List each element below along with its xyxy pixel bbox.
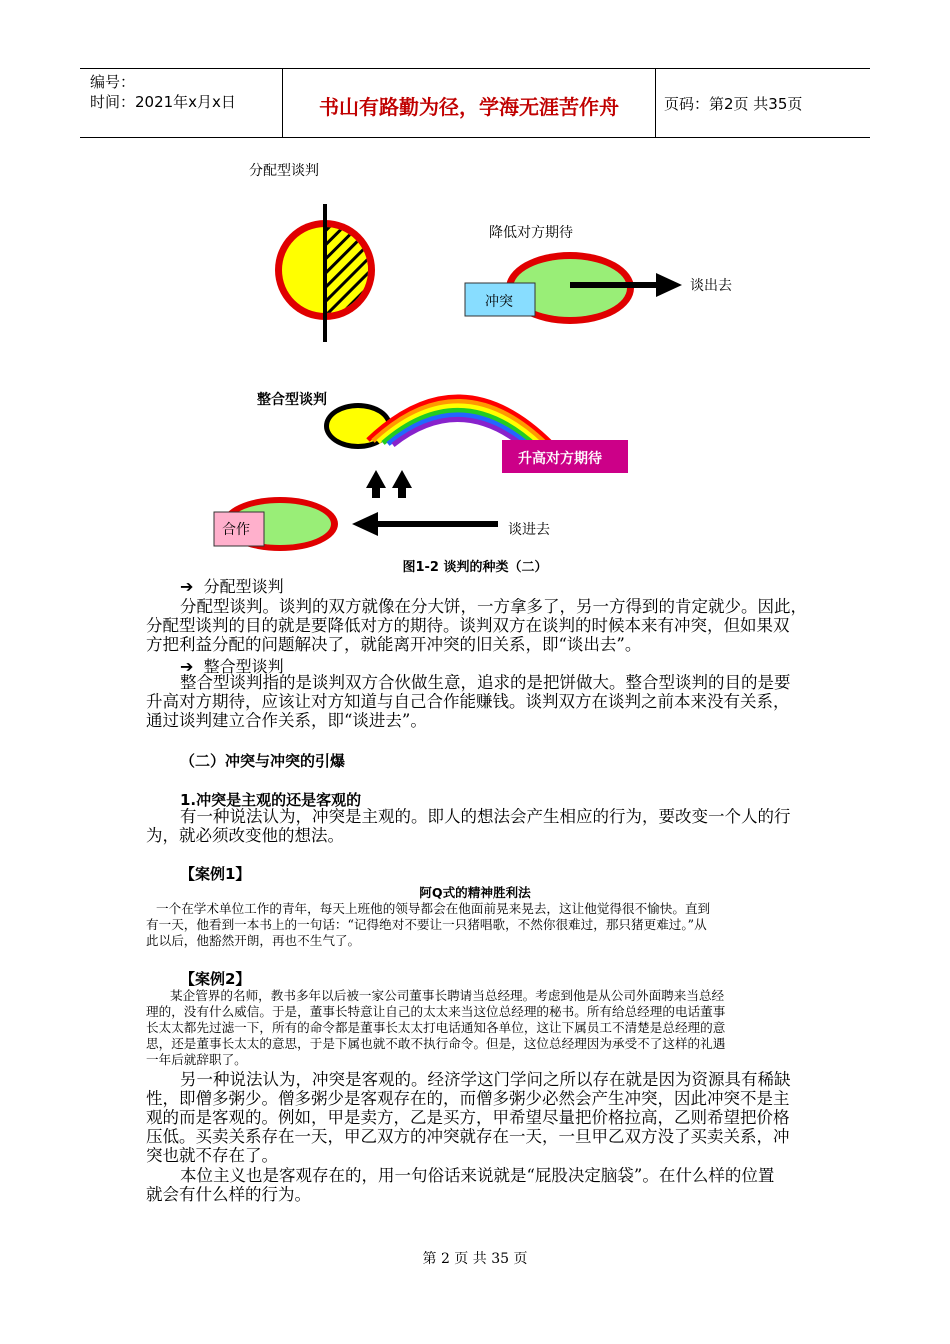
para1-line3: 方把利益分配的问题解决了，就能离开冲突的旧关系，即“谈出去”。 [146, 635, 642, 654]
para4-line1: 另一种说法认为，冲突是客观的。经济学这门学问之所以存在就是因为资源具有稀缺 [180, 1070, 791, 1089]
para1-line2: 分配型谈判的目的就是要降低对方的期待。谈判双方在谈判的时候本来有冲突，但如果双 [146, 616, 790, 635]
arrow-bullet-icon: ➔ [180, 577, 194, 596]
subsection-heading: 1.冲突是主观的还是客观的 [180, 791, 362, 809]
label-integrative: 整合型谈判 [257, 392, 327, 408]
distributive-pie-figure [275, 204, 375, 342]
para2-line3: 通过谈判建立合作关系，即“谈进去”。 [146, 711, 427, 730]
case2-line2: 理的，没有什么威信。于是，董事长特意让自己的太太来当这位总经理的秘书。所有给总经理的电话董事 [146, 1004, 726, 1019]
negotiation-types-diagram [190, 152, 750, 572]
header-left-cell [80, 69, 282, 137]
case2-line4: 思，还是董事长太太的意思，于是下属也就不敢不执行命令。但是，这位总经理因为承受不了这样的礼遇 [146, 1036, 726, 1051]
case1-title: 阿Q式的精神胜利法 [419, 885, 531, 900]
para5-line2: 就会有什么样的行为。 [146, 1185, 311, 1204]
time-label: 时间：2021年x月x日 [90, 93, 236, 111]
case2-label: 【案例2】 [180, 970, 251, 988]
arrow-bullet-icon: ➔ [180, 657, 194, 676]
page-label: 页码：第2页 共35页 [664, 95, 803, 113]
para4-line5: 突也就不存在了。 [146, 1146, 278, 1165]
case1-label: 【案例1】 [180, 865, 251, 883]
label-conflict: 冲突 [485, 294, 513, 310]
para4-line2: 性，即僧多粥少。僧多粥少是客观存在的，而僧多粥少必然会产生冲突，因此冲突不是主 [146, 1089, 790, 1108]
conflict-figure [465, 252, 682, 324]
label-distributive: 分配型谈判 [249, 163, 319, 179]
number-label: 编号： [90, 73, 136, 91]
para3-line2: 为，就必须改变他的想法。 [146, 826, 344, 845]
case2-line5: 一年后就辞职了。 [146, 1052, 247, 1067]
label-cooperate: 合作 [222, 522, 250, 538]
cooperation-figure [214, 497, 498, 551]
label-talk-in: 谈进去 [508, 522, 550, 538]
para2-line1: 整合型谈判指的是谈判双方合伙做生意，追求的是把饼做大。整合型谈判的目的是要 [180, 673, 791, 692]
para2-line2: 升高对方期待，应该让对方知道与自己合作能赚钱。谈判双方在谈判之前本来没有关系， [146, 692, 790, 711]
up-arrows-icon [366, 470, 412, 498]
page-footer: 第 2 页 共 35 页 [422, 1251, 528, 1267]
case1-line1: 一个在学术单位工作的青年，每天上班他的领导都会在他面前晃来晃去，这让他觉得很不愉快。直到 [156, 901, 711, 916]
label-talk-out: 谈出去 [690, 278, 732, 294]
motto: 书山有路勤为径，学海无涯苦作舟 [319, 95, 619, 119]
label-lower-expectation: 降低对方期待 [489, 225, 573, 241]
case1-line3: 此以后，他豁然开朗，再也不生气了。 [146, 933, 361, 948]
figure-caption: 图1-2 谈判的种类（二） [402, 560, 548, 575]
bullet-text: 整合型谈判 [203, 657, 284, 676]
para1-line1: 分配型谈判。谈判的双方就像在分大饼，一方拿多了，另一方得到的肯定就少。因此， [180, 597, 807, 616]
para4-line4: 压低。买卖关系存在一天，甲乙双方的冲突就存在一天，一旦甲乙双方没了买卖关系，冲 [146, 1127, 790, 1146]
label-raise-expectation: 升高对方期待 [518, 451, 602, 467]
bullet-distributive [180, 574, 284, 597]
para3-line1: 有一种说法认为，冲突是主观的。即人的想法会产生相应的行为，要改变一个人的行 [180, 807, 791, 826]
header-middle-cell [282, 69, 656, 137]
case1-line2: 有一天，他看到一本书上的一句话：“记得绝对不要让一只猪唱歌，不然你很难过，那只猪更难过。”从 [146, 917, 707, 932]
case2-line3: 长太太都先过滤一下，所有的命令都是董事长太太打电话通知各单位，这让下属员工不清楚是总经理的意 [146, 1020, 726, 1035]
case2-line1: 某企管界的名师，教书多年以后被一家公司董事长聘请当总经理。考虑到他是从公司外面聘来当总经 [170, 988, 725, 1003]
page-header [80, 68, 870, 138]
para5-line1: 本位主义也是客观存在的，用一句俗话来说就是“屁股决定脑袋”。在什么样的位置 [180, 1166, 775, 1185]
para4-line3: 观的而是客观的。例如，甲是卖方，乙是买方，甲希望尽量把价格拉高，乙则希望把价格 [146, 1108, 790, 1127]
header-right-cell [656, 69, 870, 137]
bullet-text: 分配型谈判 [203, 577, 284, 596]
section-heading: （二）冲突与冲突的引爆 [180, 752, 346, 770]
